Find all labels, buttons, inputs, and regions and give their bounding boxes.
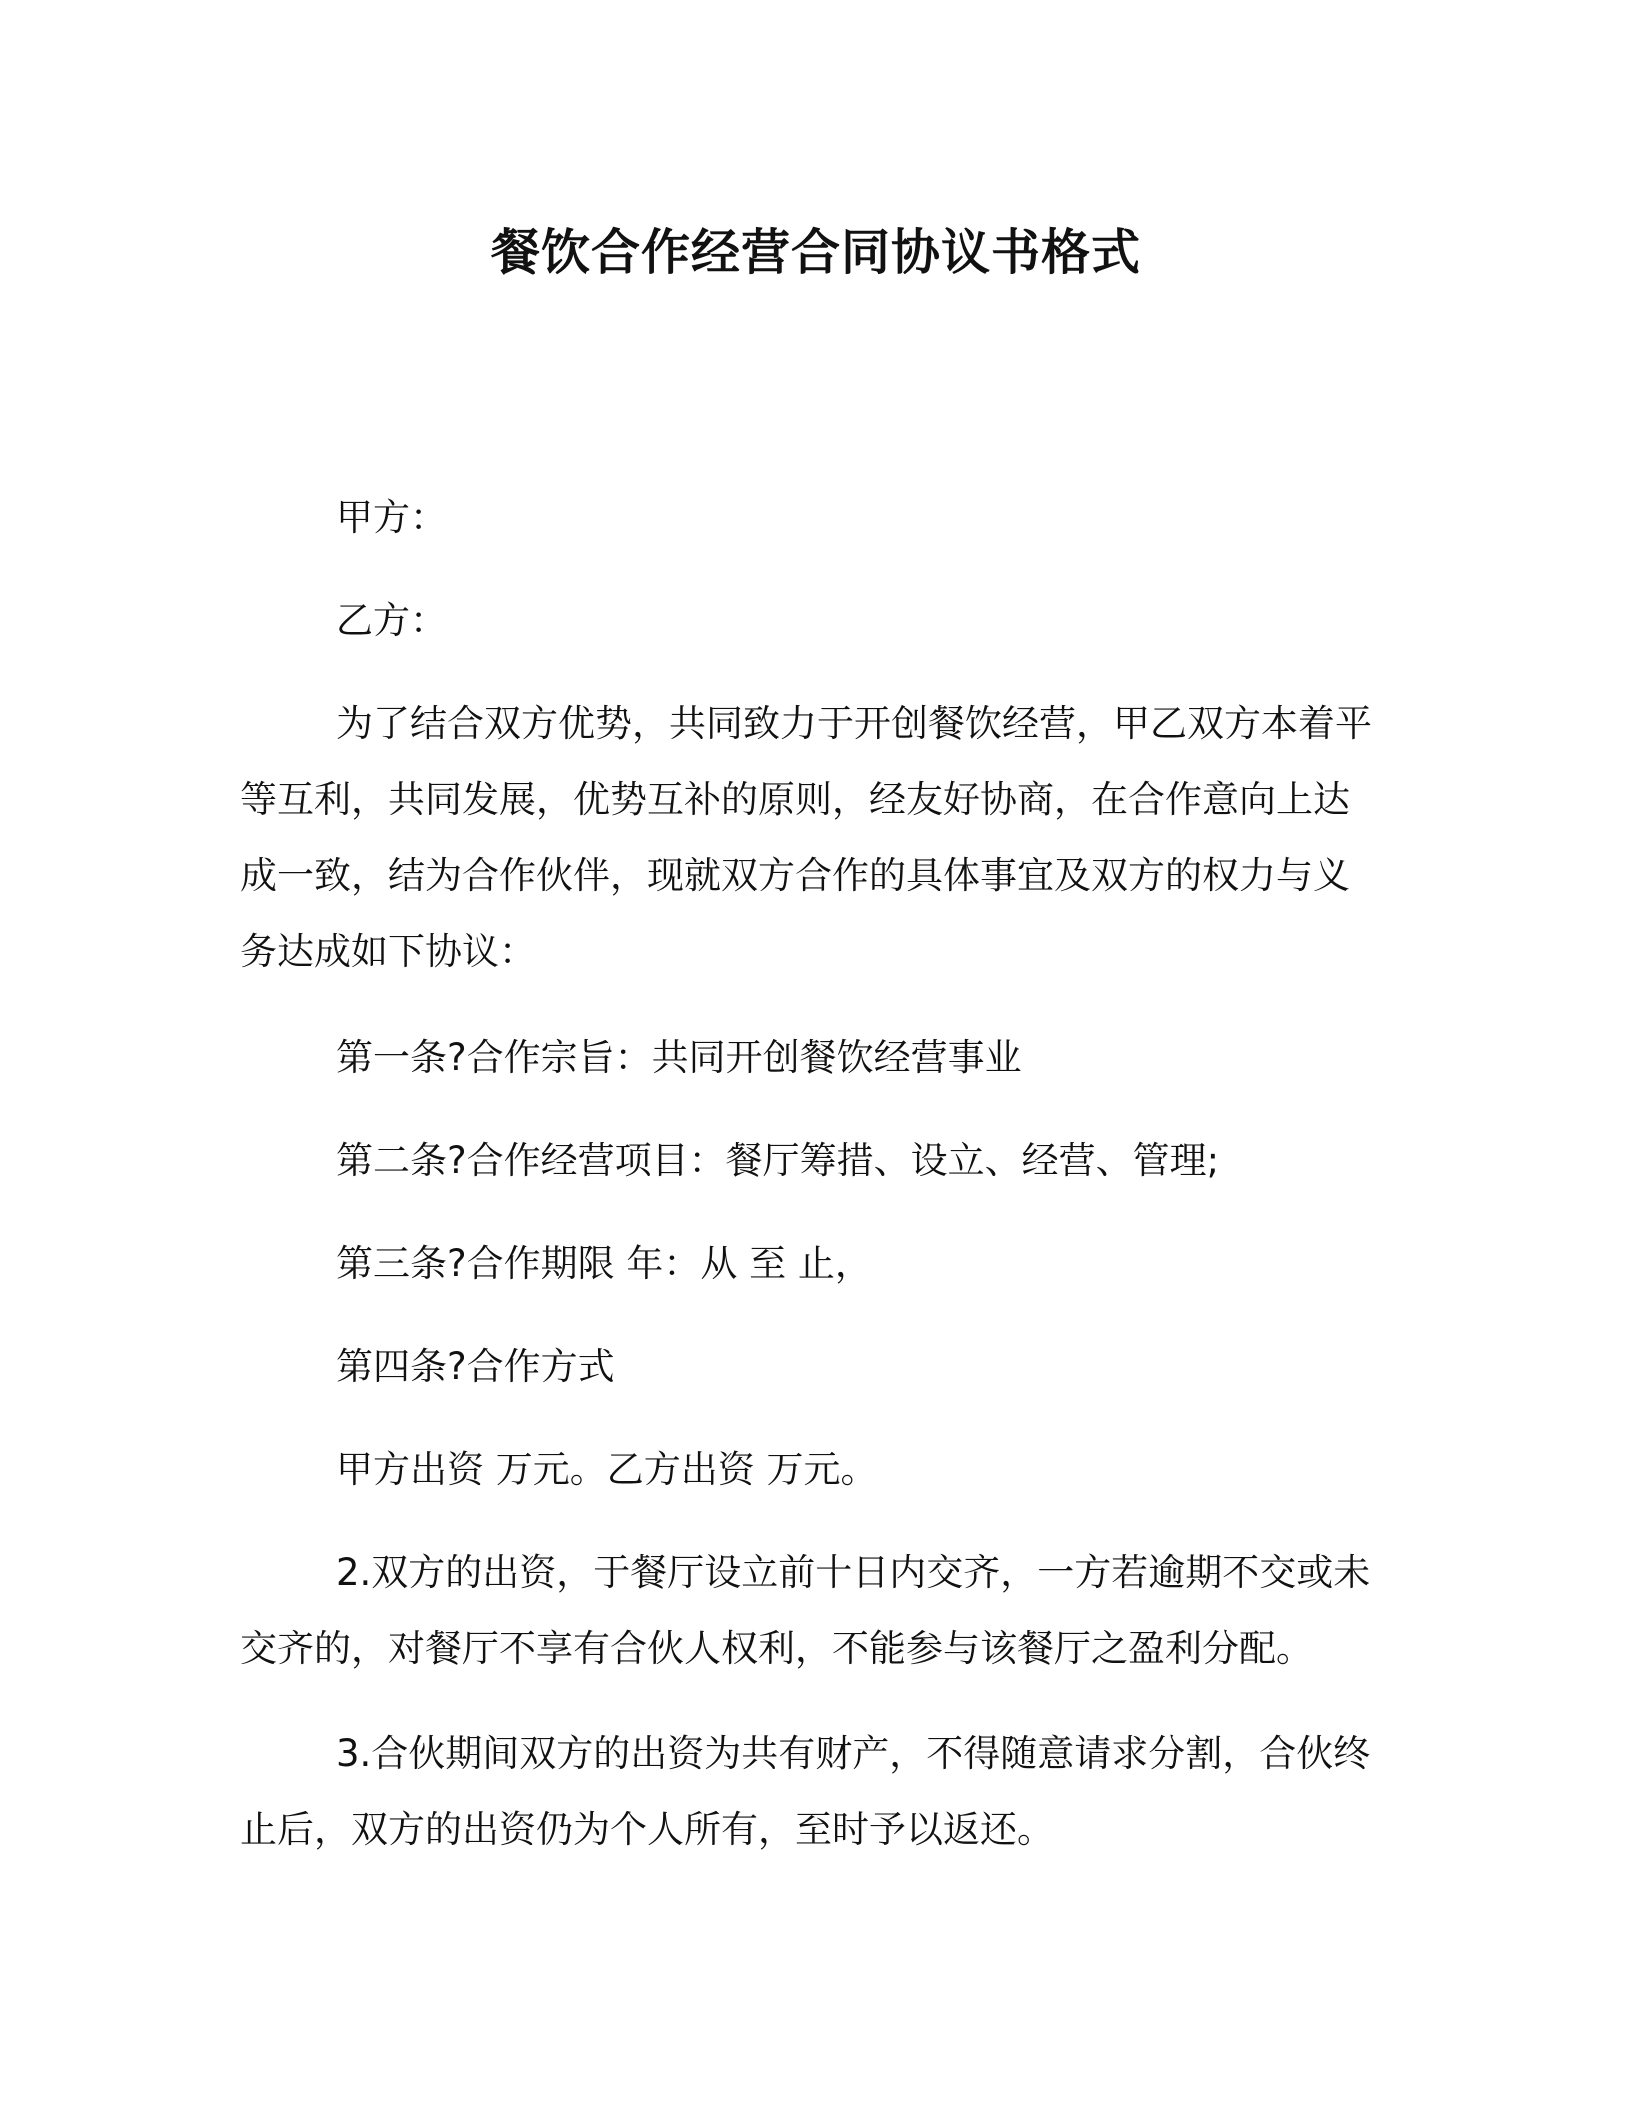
party-b-label: 乙方： [336,599,447,642]
intro-line: 等互利，共同发展，优势互补的原则，经友好协商，在合作意向上达 [240,778,1350,821]
intro-line: 为了结合双方优势，共同致力于开创餐饮经营，甲乙双方本着平 [336,702,1372,745]
intro-line: 务达成如下协议： [240,930,536,973]
article-1: 第一条?合作宗旨：共同开创餐饮经营事业 [336,1036,1022,1079]
clause-2 [240,1535,1380,1687]
clause-3-line: 止后，双方的出资仍为个人所有，至时予以返还。 [240,1808,1054,1851]
intro-paragraph [240,686,1380,990]
clause-2-line: 2.双方的出资，于餐厅设立前十日内交齐，一方若逾期不交或未 [336,1551,1371,1594]
clause-2-line: 交齐的，对餐厅不享有合伙人权利，不能参与该餐厅之盈利分配。 [240,1627,1313,1670]
party-a-label: 甲方： [336,496,447,539]
document-title: 餐饮合作经营合同协议书格式 [490,224,1141,281]
investment-clause: 甲方出资 万元。乙方出资 万元。 [336,1448,878,1491]
intro-line: 成一致，结为合作伙伴，现就双方合作的具体事宜及双方的权力与义 [240,854,1350,897]
clause-3 [240,1716,1380,1868]
article-3: 第三条?合作期限 年：从 至 止， [336,1242,872,1285]
article-4: 第四条?合作方式 [336,1345,615,1388]
clause-3-line: 3.合伙期间双方的出资为共有财产，不得随意请求分割，合伙终 [336,1732,1371,1775]
article-2: 第二条?合作经营项目：餐厅筹措、设立、经营、管理; [336,1139,1220,1182]
